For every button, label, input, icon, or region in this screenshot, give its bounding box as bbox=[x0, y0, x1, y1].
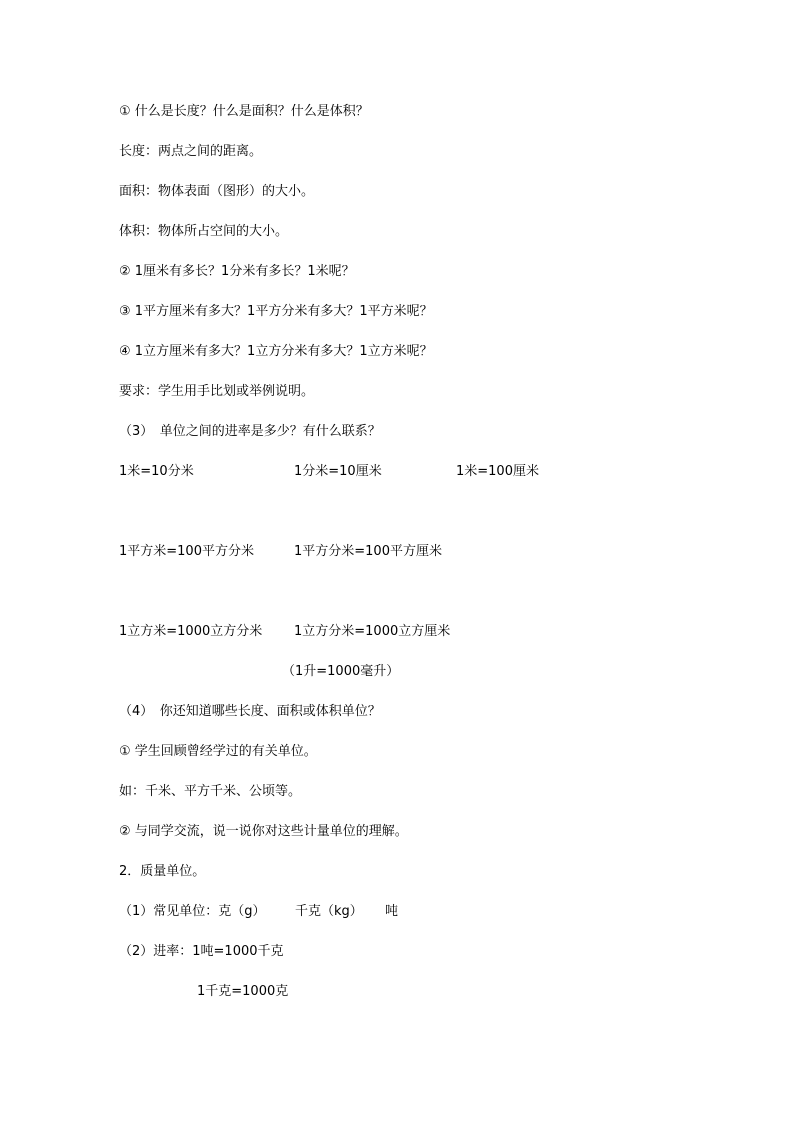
mass-rate-2: 1千克=1000克 bbox=[197, 984, 289, 999]
mass-units-label: （1）常见单位：克（g） bbox=[119, 904, 266, 919]
mass-rate-label: （2）进率：1吨=1000千克 bbox=[119, 944, 284, 959]
volume-rate-2: 1立方分米=1000立方厘米 bbox=[294, 624, 451, 639]
liter-rate: （1升=1000毫升） bbox=[282, 664, 400, 679]
mass-unit-ton: 吨 bbox=[385, 904, 399, 919]
volume-rate-1: 1立方米=1000立方分米 bbox=[119, 624, 263, 639]
definition-volume: 体积：物体所占空间的大小。 bbox=[119, 224, 289, 239]
mass-heading: 2．质量单位。 bbox=[119, 864, 206, 879]
section-4-heading: （4） 你还知道哪些长度、面积或体积单位？ bbox=[119, 704, 381, 719]
mass-unit-kg: 千克（kg） bbox=[295, 904, 363, 919]
area-rate-2: 1平方分米=100平方厘米 bbox=[294, 544, 442, 559]
question-1: ① 什么是长度？什么是面积？什么是体积？ bbox=[119, 104, 369, 119]
area-rate-1: 1平方米=100平方分米 bbox=[119, 544, 254, 559]
example-units: 如：千米、平方千米、公顷等。 bbox=[119, 784, 302, 799]
question-2: ② 1厘米有多长？1分米有多长？1米呢？ bbox=[119, 264, 355, 279]
question-3: ③ 1平方厘米有多大？1平方分米有多大？1平方米呢？ bbox=[119, 304, 433, 319]
requirement-text: 要求：学生用手比划或举例说明。 bbox=[119, 384, 315, 399]
length-rate-3: 1米=100厘米 bbox=[456, 464, 539, 479]
length-rate-1: 1米=10分米 bbox=[119, 464, 194, 479]
definition-area: 面积：物体表面（图形）的大小。 bbox=[119, 184, 315, 199]
length-rate-2: 1分米=10厘米 bbox=[294, 464, 382, 479]
section-3-heading: （3） 单位之间的进率是多少？有什么联系？ bbox=[119, 424, 381, 439]
section-4-item-1: ① 学生回顾曾经学过的有关单位。 bbox=[119, 744, 317, 759]
definition-length: 长度：两点之间的距离。 bbox=[119, 144, 263, 159]
question-4: ④ 1立方厘米有多大？1立方分米有多大？1立方米呢？ bbox=[119, 344, 433, 359]
section-4-item-2: ② 与同学交流，说一说你对这些计量单位的理解。 bbox=[119, 824, 408, 839]
